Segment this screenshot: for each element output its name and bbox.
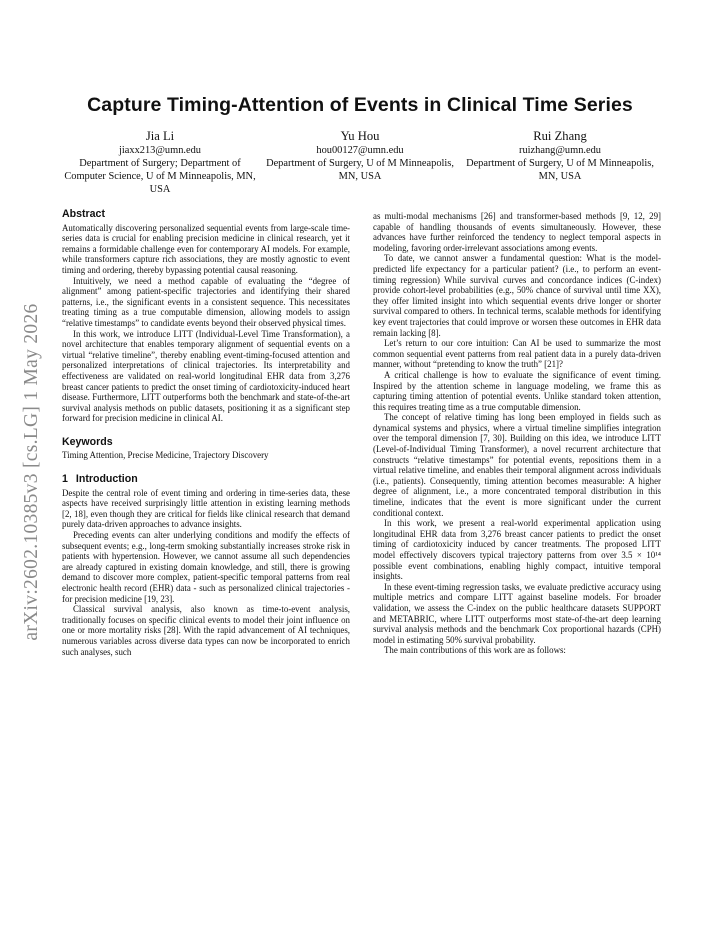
keywords-heading: Keywords <box>62 435 113 448</box>
body-paragraph-1: as multi-modal mechanisms [26] and transformer-based methods [9, 12, 29] capable of handling thousands of events simultaneously. However, these advances have further reinforced the tendency to neglect temporal aspects in modeling, favoring order-irrelevant associations among events. <box>373 211 661 253</box>
body-paragraph-5: The concept of relative timing has long been employed in fields such as dynamical systems and physics, where a virtual timeline simplifies integration over the temporal dimension [7, 30]. Building on this idea, we introduce LITT (Level-of-Individual Timing Transformer), a novel recurrent architecture that constructs “relative timestamps” for potential events, repositions them in a virtual relative timeline, and enables their temporal alignment across individuals (i.e., patients). Consequently, timing attention becomes measurable: A higher degree of alignment, i.e., a more concentrated temporal distribution in this timeline, indicates that the event is more significant under the current conditional context. <box>373 412 661 518</box>
body-paragraph-2: To date, we cannot answer a fundamental question: What is the model-predicted life expectancy for a particular patient? (i.e., to perform an event-timing regression) While survival curves and concordance indices (C-index) provide cohort-level probabilities (e.g., 50% chance of survival until time XX), they offer limited insight into which sequential events drive longer or shorter survival compared to others. In technical terms, scalable methods for identifying key event trajectories that could improve or worsen these outcomes in EHR data remain lacking [8]. <box>373 253 661 338</box>
author-1 <box>60 128 260 196</box>
author-name: Rui Zhang <box>533 129 587 143</box>
abstract-paragraph-2: Intuitively, we need a method capable of evaluating the “degree of alignment” among patient-specific trajectories and identifying their shared patterns, i.e., the significant events in a consistent sequence. This necessitates treating timing as a true computable dimension, allowing models to assign “relative timestamps” to candidate events beyond their observed physical times. <box>62 275 350 328</box>
right-column <box>373 211 661 656</box>
author-block <box>60 128 660 196</box>
section-title: Introduction <box>75 473 138 486</box>
author-email: jiaxx213@umn.edu <box>118 145 201 156</box>
intro-paragraph-1: Despite the central role of event timing and ordering in time-series data, these aspects have received surprisingly little attention in existing learning methods [2, 18], even though they are critical for fields like clinical research that demand purely data-driven approaches to advance insights. <box>62 487 350 530</box>
author-name: Yu Hou <box>340 129 380 143</box>
left-column <box>62 209 350 657</box>
introduction-heading <box>62 474 350 485</box>
abstract-paragraph-3: In this work, we introduce LITT (Individual-Level Time Transformation), a novel architecture that enables temporary alignment of sequential events on a virtual “relative timeline”, thereby enabling event-timing-focused attention and personalized interpretations of clinical trajectories. Its interpretability and effectiveness are validated on real-world longitudinal EHR data from 3,276 breast cancer patients to predict the onset timing of cardiotoxicity-induced heart disease. Furthermore, LITT outperforms both the benchmark and state-of-the-art survival analysis methods on public datasets, positioning it as a significant step forward for precision medicine in clinical AI. <box>62 328 350 424</box>
author-affiliation: Department of Surgery, U of M Minneapolis, MN, USA <box>266 158 454 182</box>
keywords-text: Timing Attention, Precise Medicine, Trajectory Discovery <box>62 450 269 461</box>
body-paragraph-6: In this work, we present a real-world experimental application using longitudinal EHR data from 3,276 breast cancer patients to predict the onset timing of cardiotoxicity induced by cancer treatments. The proposed LITT model effectively discovers typical trajectory patterns from over 3.5 × 10¹⁴ possible event combinations, enabling highly compact, intuitive temporal insights. <box>373 518 661 582</box>
body-paragraph-7: In these event-timing regression tasks, we evaluate predictive accuracy using multiple metrics and compare LITT against baseline models. For broader validation, we assess the C-index on the public healthcare datasets SUPPORT and METABRIC, where LITT outperforms most state-of-the-art deep learning survival analysis methods and the benchmark Cox proportional hazards (CPH) model in estimating 50% survival probability. <box>373 581 661 645</box>
section-number: 1 <box>62 473 68 486</box>
arxiv-identifier <box>12 262 52 682</box>
author-email: hou00127@umn.edu <box>316 145 404 156</box>
author-2 <box>260 128 460 196</box>
author-name: Jia Li <box>145 129 175 143</box>
paper-title: Capture Timing-Attention of Events in Clinical Time Series <box>87 94 633 116</box>
author-3 <box>460 128 660 196</box>
intro-paragraph-3: Classical survival analysis, also known as time-to-event analysis, traditionally focuses on specific clinical events to model their joint influence on one or more mortality risks [28]. With the rapid advancement of AI techniques, numerous variables across diverse data types can now be incorporated to enrich such analyses, such <box>62 604 350 657</box>
body-paragraph-3: Let’s return to our core intuition: Can AI be used to summarize the most common sequential event patterns from real patient data in a purely data-driven manner, without “pretending to know the truth” [21]? <box>373 338 661 370</box>
abstract-paragraph-1: Automatically discovering personalized sequential events from large-scale time-series data is crucial for enabling precision medicine in clinical research, yet it remains a formidable challenge even for contemporary AI models. For example, while transformers capture rich associations, they are mostly agnostic to event timing and ordering, thereby bypassing potential causal reasoning. <box>62 222 350 275</box>
author-affiliation: Department of Surgery, U of M Minneapolis, MN, USA <box>466 158 654 182</box>
author-affiliation: Department of Surgery; Department of Computer Science, U of M Minneapolis, MN, USA <box>64 158 256 195</box>
body-paragraph-4: A critical challenge is how to evaluate the significance of event timing. Inspired by the attention scheme in language modeling, we frame this as capturing timing attention of potential events. Unlike standard token attention, this requires treating time as a true computable dimension. <box>373 369 661 412</box>
body-paragraph-8: The main contributions of this work are as follows: <box>384 645 566 656</box>
abstract-heading: Abstract <box>62 208 105 220</box>
author-email: ruizhang@umn.edu <box>519 145 601 156</box>
intro-paragraph-2: Preceding events can alter underlying conditions and modify the effects of subsequent events; e.g., long-term smoking substantially increases stroke risk in patients with hypertension. However, we cannot assume all such dependencies are already captured in existing domain knowledge, and still, there is growing demand to discover more complex, patient-specific temporal patterns from real electronic health record (EHR) data - such as personalized clinical trajectories - for precision medicine [19, 23]. <box>62 530 350 604</box>
arxiv-identifier-text: arXiv:2602.10385v3 [cs.LG] 1 May 2026 <box>21 303 42 641</box>
